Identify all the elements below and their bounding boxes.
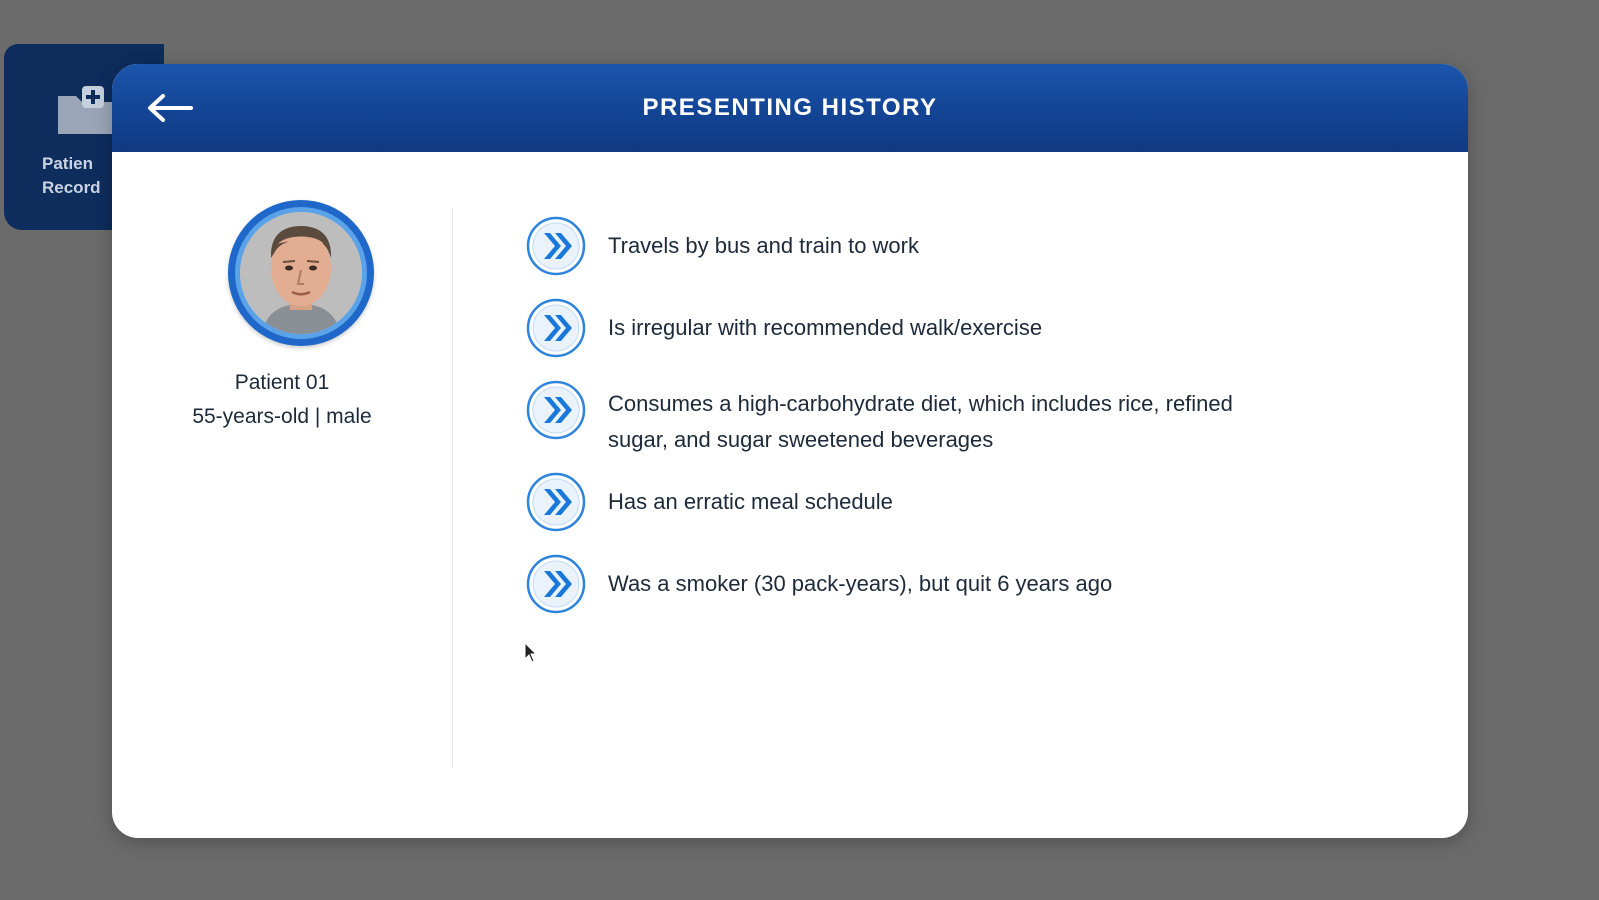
- modal-title: PRESENTING HISTORY: [642, 94, 938, 121]
- double-chevron-right-icon: [526, 554, 586, 614]
- avatar: [228, 200, 374, 346]
- sidebar-label-line1: Patien: [42, 154, 94, 173]
- presenting-history-modal: [112, 64, 1468, 838]
- patient-face-image: [240, 212, 362, 334]
- vertical-divider: [452, 208, 453, 768]
- modal-header: [112, 64, 1468, 152]
- double-chevron-right-icon: [526, 472, 586, 532]
- history-list: [526, 216, 1386, 614]
- history-text: Has an erratic meal schedule: [608, 489, 893, 514]
- double-chevron-right-icon: [526, 380, 586, 440]
- history-item: [526, 380, 1386, 458]
- mouse-cursor-icon: [524, 642, 538, 664]
- history-item: [526, 554, 1386, 614]
- history-text: Travels by bus and train to work: [608, 233, 919, 258]
- sidebar-label-line2: Record: [42, 178, 101, 197]
- back-button[interactable]: [142, 84, 198, 132]
- patient-name: Patient 01: [234, 371, 330, 394]
- history-item: [526, 298, 1386, 358]
- patient-panel: [112, 152, 452, 838]
- history-text: Consumes a high-carbohydrate diet, which includes rice, refined sugar, and sugar sweetened beverages: [608, 391, 1233, 452]
- history-text: Was a smoker (30 pack-years), but quit 6 years ago: [608, 571, 1113, 596]
- history-text: Is irregular with recommended walk/exercise: [608, 315, 1043, 340]
- medical-folder-icon: [54, 82, 116, 138]
- patient-avatar: [240, 212, 362, 334]
- double-chevron-right-icon: [526, 216, 586, 276]
- history-item: [526, 216, 1386, 276]
- double-chevron-right-icon: [526, 298, 586, 358]
- arrow-left-icon: [145, 93, 195, 123]
- patient-info: 55-years-old | male: [192, 405, 372, 428]
- history-item: [526, 472, 1386, 532]
